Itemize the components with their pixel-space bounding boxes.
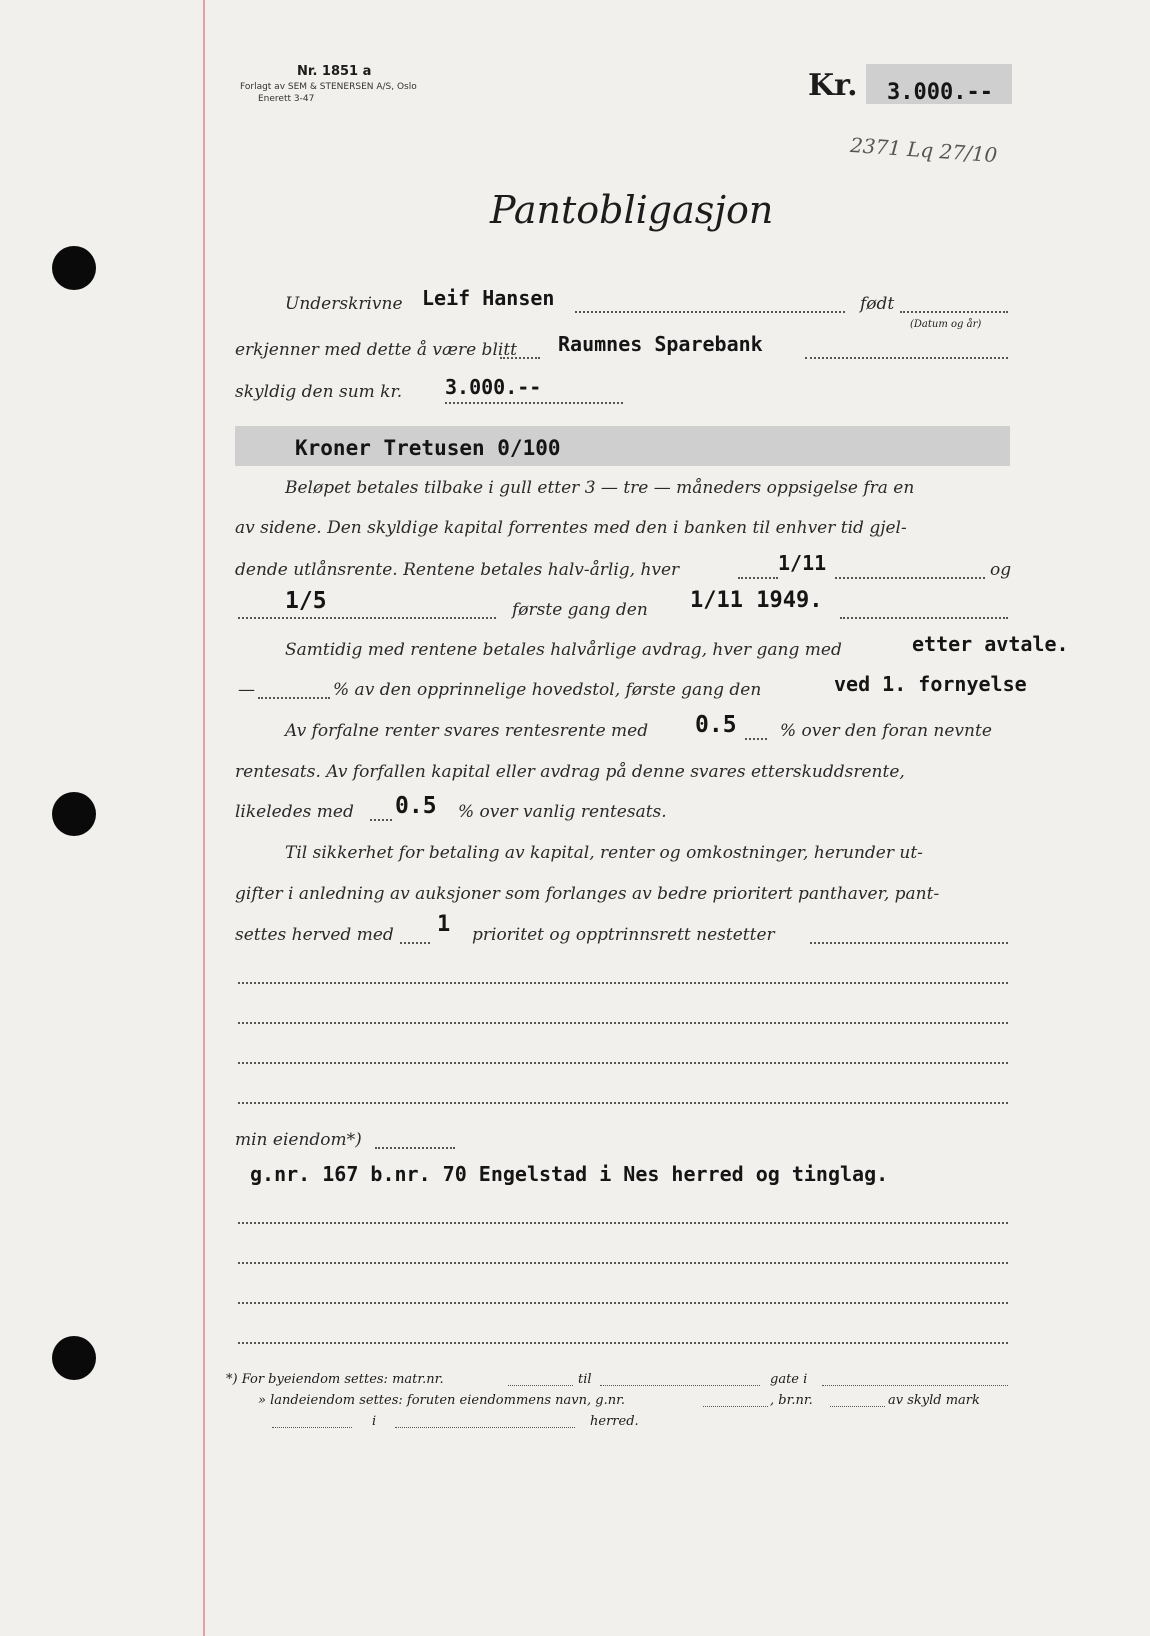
footnote-line: i — [372, 1414, 377, 1429]
body-line: Til sikkerhet for betaling av kapital, renter og omkostninger, herunder ut- — [285, 843, 923, 863]
dotted-fill — [738, 577, 778, 579]
footnote-line: , br.nr. — [770, 1393, 813, 1408]
blank-line — [238, 1022, 1008, 1024]
dotted-fill — [810, 942, 1008, 944]
dotted-fill — [370, 819, 392, 821]
blank-line — [238, 982, 1008, 984]
dotted-fill — [575, 311, 845, 313]
publisher-line: Forlagt av SEM & STENERSEN A/S, Oslo — [240, 82, 417, 92]
born-label: født — [860, 294, 895, 314]
interest-date-1: 1/11 — [778, 551, 827, 575]
body-line: gifter i anledning av auksjoner som forlanges av bedre prioritert panthaver, pant- — [235, 884, 940, 904]
body-line: og — [990, 560, 1012, 580]
installment-value: etter avtale. — [912, 632, 1069, 656]
dotted-fill — [600, 1385, 760, 1386]
dotted-fill — [745, 738, 767, 740]
sum-label: skyldig den sum kr. — [235, 382, 403, 402]
dotted-fill — [400, 942, 430, 944]
body-line: rentesats. Av forfallen kapital eller avdrag på denne svares etterskuddsrente, — [235, 762, 905, 782]
dotted-fill — [830, 1406, 885, 1407]
creditor-value: Raumnes Sparebank — [558, 332, 763, 356]
punch-hole — [52, 246, 96, 290]
dotted-fill — [508, 1385, 573, 1386]
body-line: prioritet og opptrinnsrett nestetter — [472, 925, 775, 945]
amount-words: Kroner Tretusen 0/100 — [295, 436, 561, 460]
sum-value: 3.000.-- — [445, 375, 542, 399]
creditor-label: erkjenner med dette å være blitt — [235, 340, 517, 360]
dotted-fill — [822, 1385, 1008, 1386]
blank-line — [238, 1222, 1008, 1224]
margin-rule — [203, 0, 205, 1636]
dotted-fill — [258, 697, 330, 699]
body-line: av sidene. Den skyldige kapital forrentes med den i banken til enhver tid gjel- — [235, 518, 907, 538]
dotted-fill — [500, 357, 540, 359]
body-line: Beløpet betales tilbake i gull etter 3 — tre — måneders oppsigelse fra en — [285, 478, 915, 498]
priority-value: 1 — [437, 912, 451, 937]
blank-line — [238, 1262, 1008, 1264]
footnote-line: av skyld mark — [888, 1393, 980, 1408]
installment-first: ved 1. fornyelse — [834, 672, 1027, 696]
registration-note: 2371 Lq 27/10 — [849, 132, 999, 168]
dotted-fill — [272, 1427, 352, 1428]
blank-line — [238, 1342, 1008, 1344]
kr-label: Kr. — [808, 68, 858, 103]
body-line: Av forfalne renter svares rentesrente med — [285, 721, 649, 741]
blank-line — [238, 1062, 1008, 1064]
blank-line — [238, 1302, 1008, 1304]
body-line: likeledes med — [235, 802, 354, 822]
body-line: — — [238, 680, 255, 700]
form-number: Nr. 1851 a — [297, 64, 372, 79]
page-title: Pantobligasjon — [490, 188, 774, 232]
body-line: Samtidig med rentene betales halvårlige avdrag, hver gang med — [285, 640, 842, 660]
edition-line: Enerett 3-47 — [258, 94, 315, 104]
dotted-fill — [375, 1147, 455, 1149]
footnote-line: til — [578, 1372, 592, 1387]
dotted-fill — [395, 1427, 575, 1428]
dotted-fill — [840, 617, 1008, 619]
rate-1: 0.5 — [695, 712, 737, 738]
dotted-fill — [703, 1406, 768, 1407]
property-label: min eiendom*) — [235, 1130, 362, 1150]
body-line: settes herved med — [235, 925, 394, 945]
footnote-line: *) For byeiendom settes: matr.nr. — [226, 1372, 444, 1387]
interest-date-2: 1/5 — [285, 588, 327, 614]
property-value: g.nr. 167 b.nr. 70 Engelstad i Nes herred og tinglag. — [250, 1162, 889, 1186]
footnote-line: gate i — [770, 1372, 808, 1387]
dotted-fill — [238, 617, 496, 619]
punch-hole — [52, 792, 96, 836]
blank-line — [238, 1102, 1008, 1104]
footnote-line: herred. — [590, 1414, 639, 1429]
punch-hole — [52, 1336, 96, 1380]
rate-2: 0.5 — [395, 793, 437, 819]
signer-label: Underskrivne — [285, 294, 403, 314]
header-amount: 3.000.-- — [887, 80, 993, 105]
born-hint: (Datum og år) — [910, 319, 982, 330]
body-line: % over vanlig rentesats. — [458, 802, 667, 822]
first-time-label: første gang den — [512, 600, 648, 620]
footnote-line: » landeiendom settes: foruten eiendommens navn, g.nr. — [258, 1393, 625, 1408]
body-line: % av den opprinnelige hovedstol, første gang den — [333, 680, 762, 700]
dotted-fill — [805, 357, 1008, 359]
body-line: dende utlånsrente. Rentene betales halv-årlig, hver — [235, 560, 680, 580]
first-time-value: 1/11 1949. — [690, 588, 823, 613]
dotted-fill — [900, 311, 1008, 313]
dotted-fill — [835, 577, 985, 579]
signer-value: Leif Hansen — [422, 286, 555, 310]
body-line: % over den foran nevnte — [780, 721, 992, 741]
dotted-fill — [445, 402, 623, 404]
